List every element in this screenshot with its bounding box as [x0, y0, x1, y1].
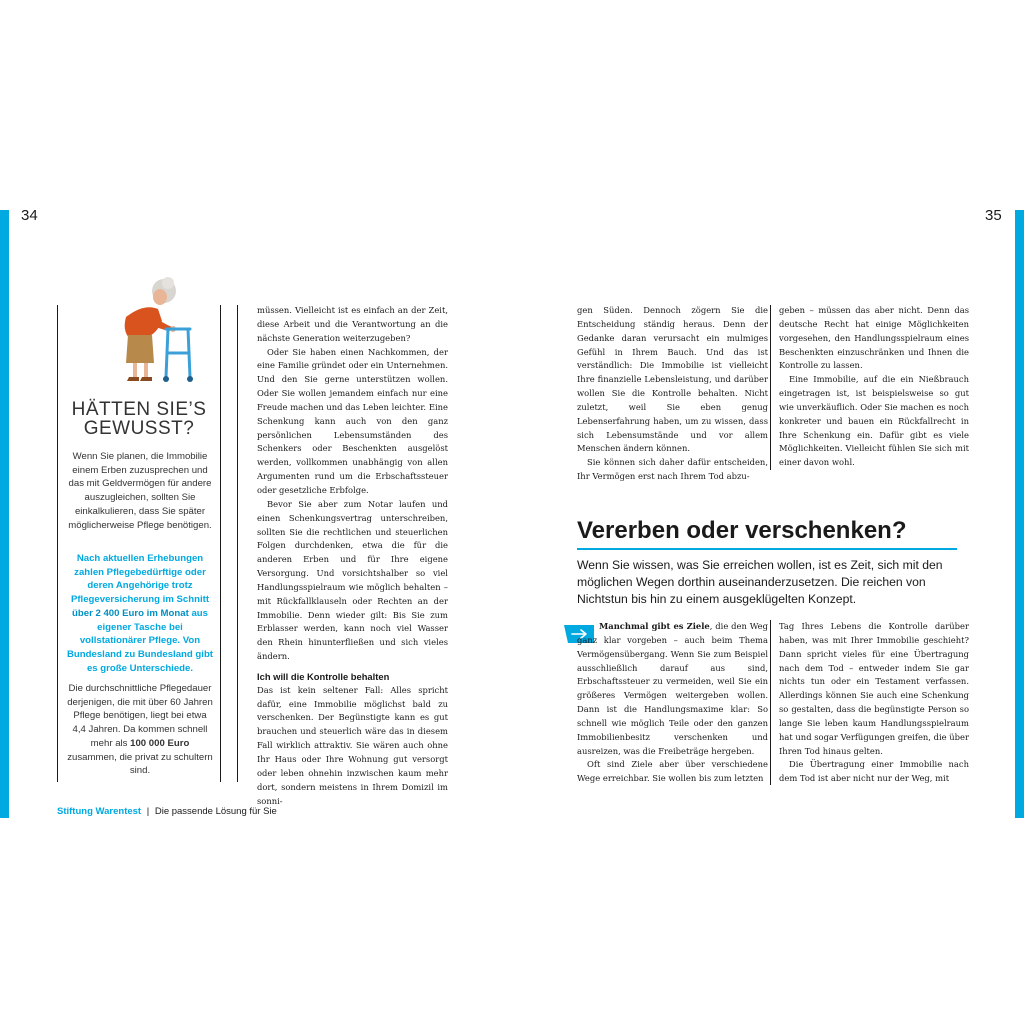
- col1-paragraph-4: Das ist kein seltener Fall: Alles spricht dafür, eine Immobilie möglichst bald zu verschenken. Der Begünstigte kann es gut brauchen und steuerlich wäre das in diesem Fall wirklich attraktiv. Sie wären auch ohne Ihr Haus oder Ihre Wohnung gut versorgt oder leben ohnehin inzwischen kaum mehr dort, sondern meistens in Ihrem Domizil im sonni-: [257, 684, 448, 806]
- col5-paragraph-1: Tag Ihres Lebens die Kontrolle darüber haben, was mit Ihrer Immobilie geschieht? Dann spricht vieles für eine Übertragung nach dem Tod – entweder indem Sie gar nichts tun oder ein Testament verfassen. Allerdings können Sie auch eine Schenkung so gestalten, dass die begünstigte Person so lange Sie leben kaum Handlungsspielraum hat und sogar Verfügungen greifen, die über Ihren Tod hinaus gelten.: [779, 621, 969, 756]
- footer-separator: |: [146, 806, 150, 817]
- col3-paragraph-1: geben – müssen das aber nicht. Denn das deutsche Recht hat einige Möglichkeiten vorgesehen, den Handlungsspielraum eines Beschenkten einzuschränken und Ihnen die Kontrolle zu lassen.: [779, 305, 969, 371]
- body-column-2: [577, 304, 768, 484]
- body-column-5: [779, 620, 969, 786]
- sidebar-para3-end: zusammen, die privat zu schultern sind.: [67, 751, 213, 777]
- section-heading: Vererben oder verschenken?: [577, 517, 907, 544]
- column-divider-1: [237, 305, 238, 782]
- page-footer: [57, 806, 277, 817]
- sidebar-paragraph-2: [66, 552, 214, 675]
- body-column-4: [577, 620, 768, 786]
- col2-paragraph-2: Sie können sich daher dafür entscheiden, Ihr Vermögen erst nach Ihrem Tod abzu-: [577, 457, 768, 482]
- col4-paragraph-1: [577, 620, 768, 758]
- section-lead: Wenn Sie wissen, was Sie erreichen wollen, ist es Zeit, sich mit den möglichen Wegen dorthin auseinanderzusetzen. Die reichen von Nichtstun bis hin zu einem ausgeklügelten Konzept.: [577, 558, 943, 606]
- footer-brand: Stiftung Warentest: [57, 806, 142, 817]
- sidebar-paragraph-1: Wenn Sie planen, die Immobilie einem Erben zuzusprechen und das mit Geldvermögen für andere auszugleichen, sollten Sie einkalkulieren, dass Sie später möglicherweise Pflege benötigen.: [68, 451, 212, 531]
- col4-paragraph-2: Oft sind Ziele aber über verschiedene Wege erreichbar. Sie wollen bis zum letzten: [577, 759, 768, 784]
- footer-title: Die passende Lösung für Sie: [154, 806, 277, 817]
- sidebar-para2-highlight: über 2 400 Euro im Monat: [72, 607, 189, 619]
- col1-paragraph-3: Bevor Sie aber zum Notar laufen und einen Schenkungsvertrag unterschreiben, sollten Sie die rechtlichen und steuerlichen Folgen durchdenken, etwa die für die anderen Erben und für Ihre eigene Versorgung. Und vorsichtshalber so viel Handlungsspielraum wie möglich behalten – mit Rückfallklauseln oder Rechten an der Immobilie. Denn wieder gilt: Bis Sie zum Erblasser werden, kann noch viel Wasser den Rhein hinunterfließen und sich vieles ändern.: [257, 498, 448, 662]
- col4-lead-bold: Manchmal gibt es Ziele: [599, 621, 710, 631]
- right-edge-marker: [1015, 210, 1024, 818]
- col2-paragraph-1: gen Süden. Dennoch zögern Sie die Entscheidung ständig heraus. Denn der Gedanke daran verursacht ein mulmiges Gefühl in Ihrem Bauch. Und das ist verständlich: Die Immobilie ist vielleicht Ihre finanzielle Lebensleistung, und darüber wollen Sie die Kontrolle behalten. Nicht zuletzt, weil Sie eben genug Lebenserfahrung haben, um zu wissen, dass sich Lebensumstände und vor allem Menschen ändern können.: [577, 305, 768, 454]
- sidebar-paragraph-3: [66, 682, 214, 778]
- body-column-1: [257, 304, 448, 808]
- col1-subheading: Ich will die Kontrolle behalten: [257, 670, 390, 682]
- sidebar-para2-start: Nach aktuellen Erhebungen zahlen Pflegebedürftige oder deren Angehörige trotz Pflegeversicherung im Schnitt: [70, 553, 210, 606]
- left-edge-marker: [0, 210, 9, 818]
- col3-paragraph-2: Eine Immobilie, auf die ein Nießbrauch eingetragen ist, ist beispielsweise so gut wie unverkäuflich. Oder Sie machen es noch konkreter und bauen ein Rückfallrecht in Ihre Schenkung ein. Dafür gibt es viele Möglichkeiten. Vielleicht fühlen Sie sich mit einer davon wohl.: [779, 374, 969, 468]
- page-number-left: 34: [21, 207, 38, 224]
- heading-underline: [577, 548, 957, 550]
- col1-paragraph-2: Oder Sie haben einen Nachkommen, der eine Familie gründet oder ein Unternehmen. Und den Sie gerne unterstützen wollen. Oder Sie wollen jemandem einfach nur eine Freude machen und das Leben leichter. Eine Schenkung kann auch von den ganz persönlichen Lebensumständen des Schenkers oder Beschenkten ausgelöst werden, vollkommen unabhängig von allen Argumenten rund um die Erbschaftssteuer oder gesetzliche Erbfolge.: [257, 346, 448, 495]
- column-divider-3: [770, 620, 771, 785]
- sidebar-title-line2: GEWUSST?: [83, 418, 195, 439]
- sidebar-title: [58, 400, 220, 438]
- body-column-3: [779, 304, 969, 470]
- sidebar-title-line1: HÄTTEN SIE’S: [71, 399, 207, 420]
- col5-paragraph-2: Die Übertragung einer Immobilie nach dem Tod ist aber nicht nur der Weg, mit: [779, 759, 969, 784]
- sidebar-para3-bold: 100 000 Euro: [130, 737, 190, 749]
- page-number-right: 35: [985, 207, 1002, 224]
- column-divider-2: [770, 305, 771, 470]
- did-you-know-box: [57, 305, 221, 782]
- col1-paragraph-1: müssen. Vielleicht ist es einfach an der Zeit, diese Arbeit und die Verantwortung an die nächste Generation weiterzugeben?: [257, 305, 448, 343]
- elderly-woman-with-walker-icon: [96, 273, 196, 393]
- sidebar-para3-start: Die durchschnittliche Pflegedauer derjenigen, die mit über 60 Jahren Pflege benötigen, liegt bei etwa 4,4 Jahren. Da kommen schnell mehr als: [67, 683, 213, 749]
- sidebar-para2-end: aus eigener Tasche bei vollstationärer Pflege. Von Bundesland zu Bundesland gibt es große Unterschiede.: [66, 607, 214, 674]
- col4-paragraph-1-text: , die den Weg ganz klar vorgeben – auch beim Thema Vermögensübergang. Wenn Sie zum Beispiel ausschließlich darauf aus sind, Erbschaftssteuer zu vermeiden, weil Sie ein größeres Vermögen weitergeben wollen. Dann ist die Handlungsmaxime klar: So schnell wie möglich Teile oder den ganzen Immobilienbesitz verschenken und ausreizen, was die Freibeträge hergeben.: [577, 621, 768, 756]
